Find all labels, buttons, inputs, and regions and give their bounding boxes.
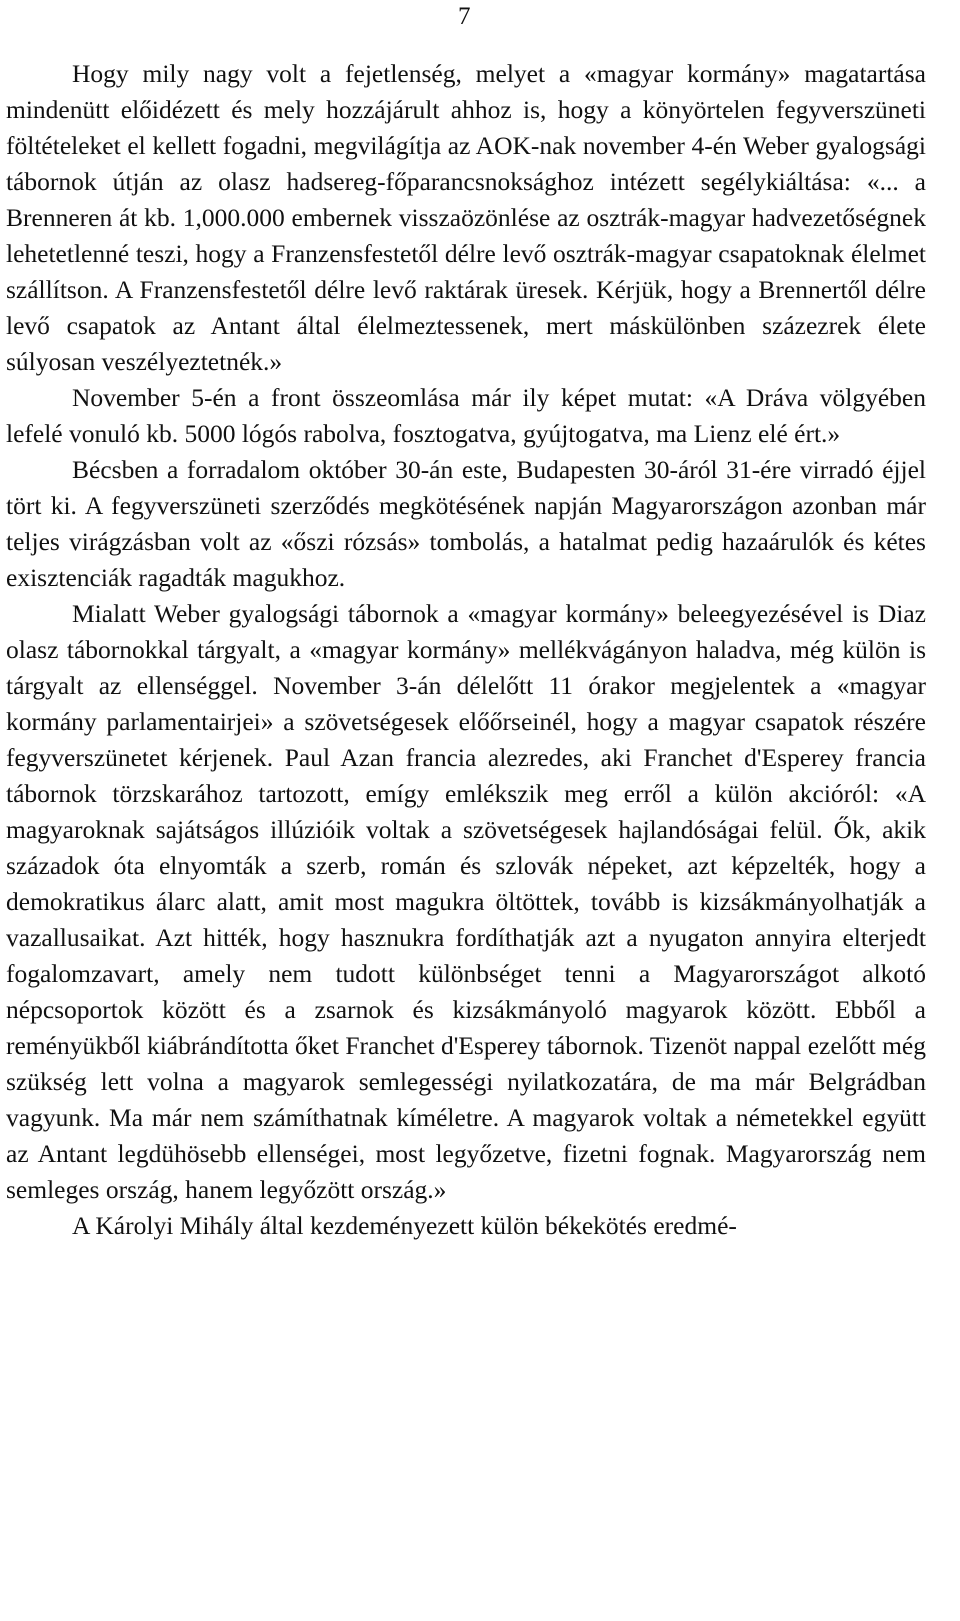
paragraph-2: November 5-én a front összeomlása már ily képet mutat: «A Dráva völgyében lefelé vonuló kb. 5000 lógós rabolva, fosztogatva, gyújtogatva, ma Lienz elé ért.»	[6, 383, 926, 448]
page-number: 7	[458, 3, 471, 30]
paragraph-3: Bécsben a forradalom október 30-án este, Budapesten 30-áról 31-ére virradó éjjel tört ki. A fegyverszüneti szerződés megkötésének napján Magyarországon azonban már teljes virágzásban volt az «őszi rózsás» tombolás, a hatalmat pedig hazaárulók és kétes exisztenciák ragadták magukhoz.	[6, 455, 926, 592]
paragraph-1: Hogy mily nagy volt a fejetlenség, melyet a «magyar kormány» magatartása mindenütt előidézett és mely hozzájárult ahhoz is, hogy a könyörtelen fegyverszüneti föltételeket el kellett fogadni, megvilágítja az AOK-nak november 4-én Weber gyalogsági tábornok útján az olasz hadsereg-főparancsnoksághoz intézett segélykiáltása: «... a Brenneren át kb. 1,000.000 embernek visszaözönlése az osztrák-magyar hadvezetőségnek lehetetlenné teszi, hogy a Franzensfestetől délre levő osztrák-magyar csapatoknak élelmet szállítson. A Franzensfestetől délre levő raktárak üresek. Kérjük, hogy a Brennertől délre levő csapatok az Antant által élelmeztessenek, mert máskülönben százezrek élete súlyosan veszélyeztetnék.»	[6, 59, 926, 376]
paragraph-4: Mialatt Weber gyalogsági tábornok a «magyar kormány» beleegyezésével is Diaz olasz tábornokkal tárgyalt, a «magyar kormány» mellékvágányon haladva, még külön is tárgyalt az ellenséggel. November 3-án délelőtt 11 órakor megjelentek a «magyar kormány parlamentairjei» a szövetségesek előőrseinél, hogy a magyar csapatok részére fegyverszünetet kérjenek. Paul Azan francia alezredes, aki Franchet d'Esperey francia tábornok törzskarához tartozott, emígy emlékszik meg erről a külön akcióról: «A magyaroknak sajátságos illúzióik voltak a szövetségesek hajlandóságai felül. Ők, akik századok óta elnyomták a szerb, román és szlovák népeket, azt képzelték, hogy a demokratikus álarc alatt, amit most magukra öltöttek, tovább is kizsákmányolhatják a vazallusaikat. Azt hitték, hogy hasznukra fordíthatják azt a nyugaton annyira elterjedt fogalomzavart, amely nem tudott különbséget tenni a Magyarországot alkotó népcsoportok között és a zsarnok és kizsákmányoló magyarok között. Ebből a reményükből kiábrándította őket Franchet d'Esperey tábornok. Tizenöt nappal ezelőtt még szükség lett volna a magyarok semlegességi nyilatkozatára, de ma már Belgrádban vagyunk. Ma már nem számíthatnak kíméletre. A magyarok voltak a németekkel együtt az Antant legdühösebb ellenségei, most legyőzetve, fizetni fognak. Magyarország nem semleges ország, hanem legyőzött ország.»	[6, 599, 926, 1204]
paragraph-5: A Károlyi Mihály által kezdeményezett külön békekötés eredmé-	[72, 1211, 737, 1240]
body-text	[6, 56, 926, 1244]
